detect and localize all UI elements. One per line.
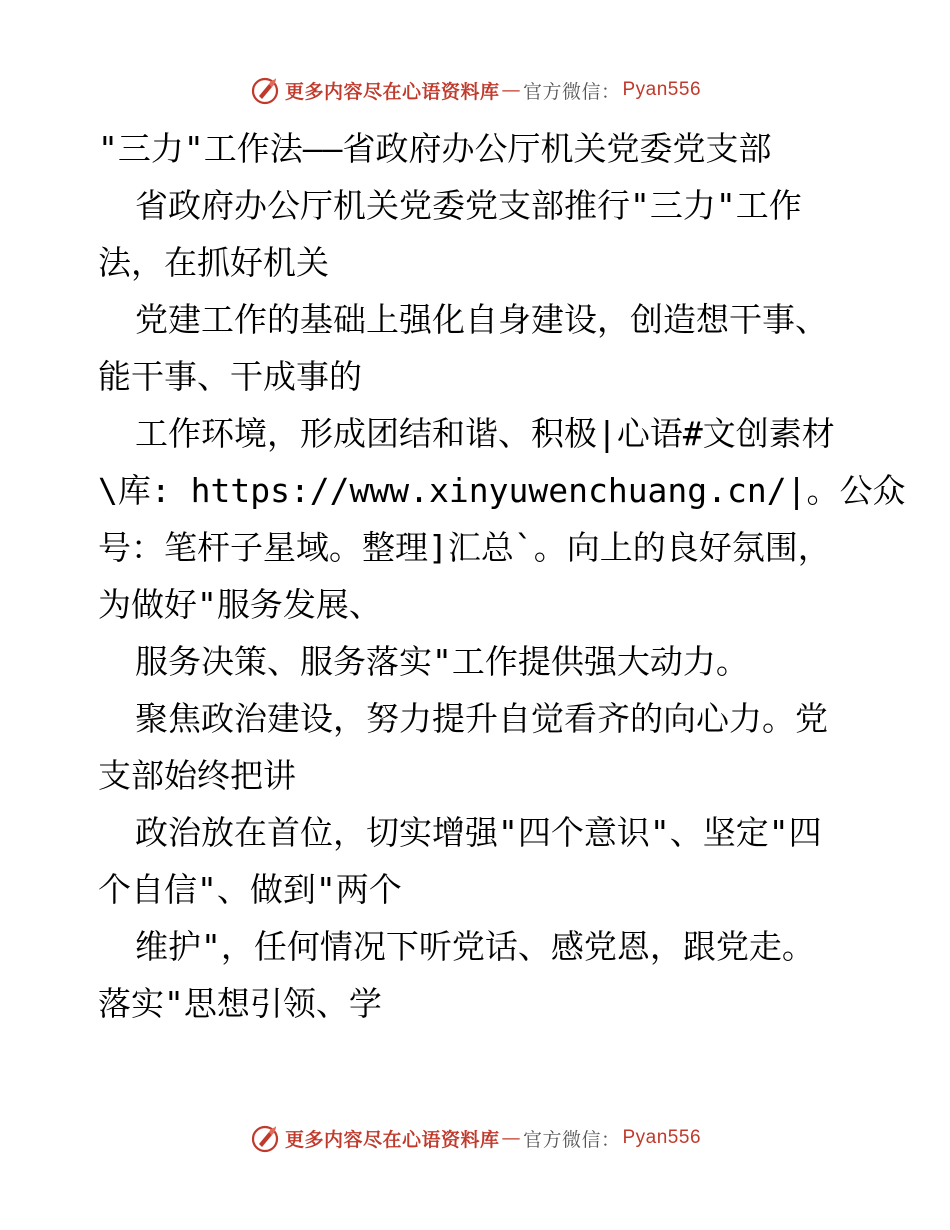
- paragraph-line: 维护"，任何情况下听党话、感党恩，跟党走。: [135, 927, 815, 966]
- paragraph-line: 服务决策、服务落实"工作提供强大动力。: [135, 642, 749, 681]
- paragraph-line: 号：笔杆子星域。整理]汇总`。向上的良好氛围，: [98, 528, 831, 567]
- header-watermark-banner: [0, 72, 950, 108]
- watermark-sub-text: 官方微信：: [522, 80, 621, 103]
- watermark-sub-text: 官方微信：: [522, 1128, 621, 1151]
- paragraph-line: 省政府办公厅机关党委党支部推行"三力"工作: [135, 186, 802, 225]
- paragraph-line: \库: https://www.xinyuwenchuang.cn/|。公众: [98, 471, 906, 510]
- watermark-main-text: 更多内容尽在心语资料库: [284, 80, 500, 103]
- paragraph-line: 工作环境，形成团结和谐、积极|心语#文创素材: [135, 414, 835, 453]
- watermark-account-id: Pyan556: [622, 1127, 702, 1148]
- flame-pen-logo-icon: [249, 74, 281, 106]
- watermark-dash: —: [501, 79, 521, 101]
- paragraph-line: 法，在抓好机关: [98, 243, 329, 282]
- document-title-line: "三力"工作法——省政府办公厅机关党委党支部: [98, 129, 772, 168]
- paragraph-line: 支部始终把讲: [98, 756, 296, 795]
- paragraph-line: 政治放在首位，切实增强"四个意识"、坚定"四: [135, 813, 822, 852]
- paragraph-line: 党建工作的基础上强化自身建设，创造想干事、: [135, 300, 828, 339]
- watermark-dash: —: [501, 1127, 521, 1149]
- footer-watermark-banner: [0, 1120, 950, 1156]
- flame-pen-logo-icon: [249, 1122, 281, 1154]
- paragraph-line: 为做好"服务发展、: [98, 585, 382, 624]
- paragraph-line: 聚焦政治建设，努力提升自觉看齐的向心力。党: [135, 699, 828, 738]
- watermark-main-text: 更多内容尽在心语资料库: [284, 1128, 500, 1151]
- paragraph-line: 落实"思想引领、学: [98, 984, 382, 1023]
- watermark-account-id: Pyan556: [622, 79, 702, 100]
- paragraph-line: 能干事、干成事的: [98, 357, 362, 396]
- paragraph-line: 个自信"、做到"两个: [98, 870, 402, 909]
- document-body: [98, 120, 906, 1032]
